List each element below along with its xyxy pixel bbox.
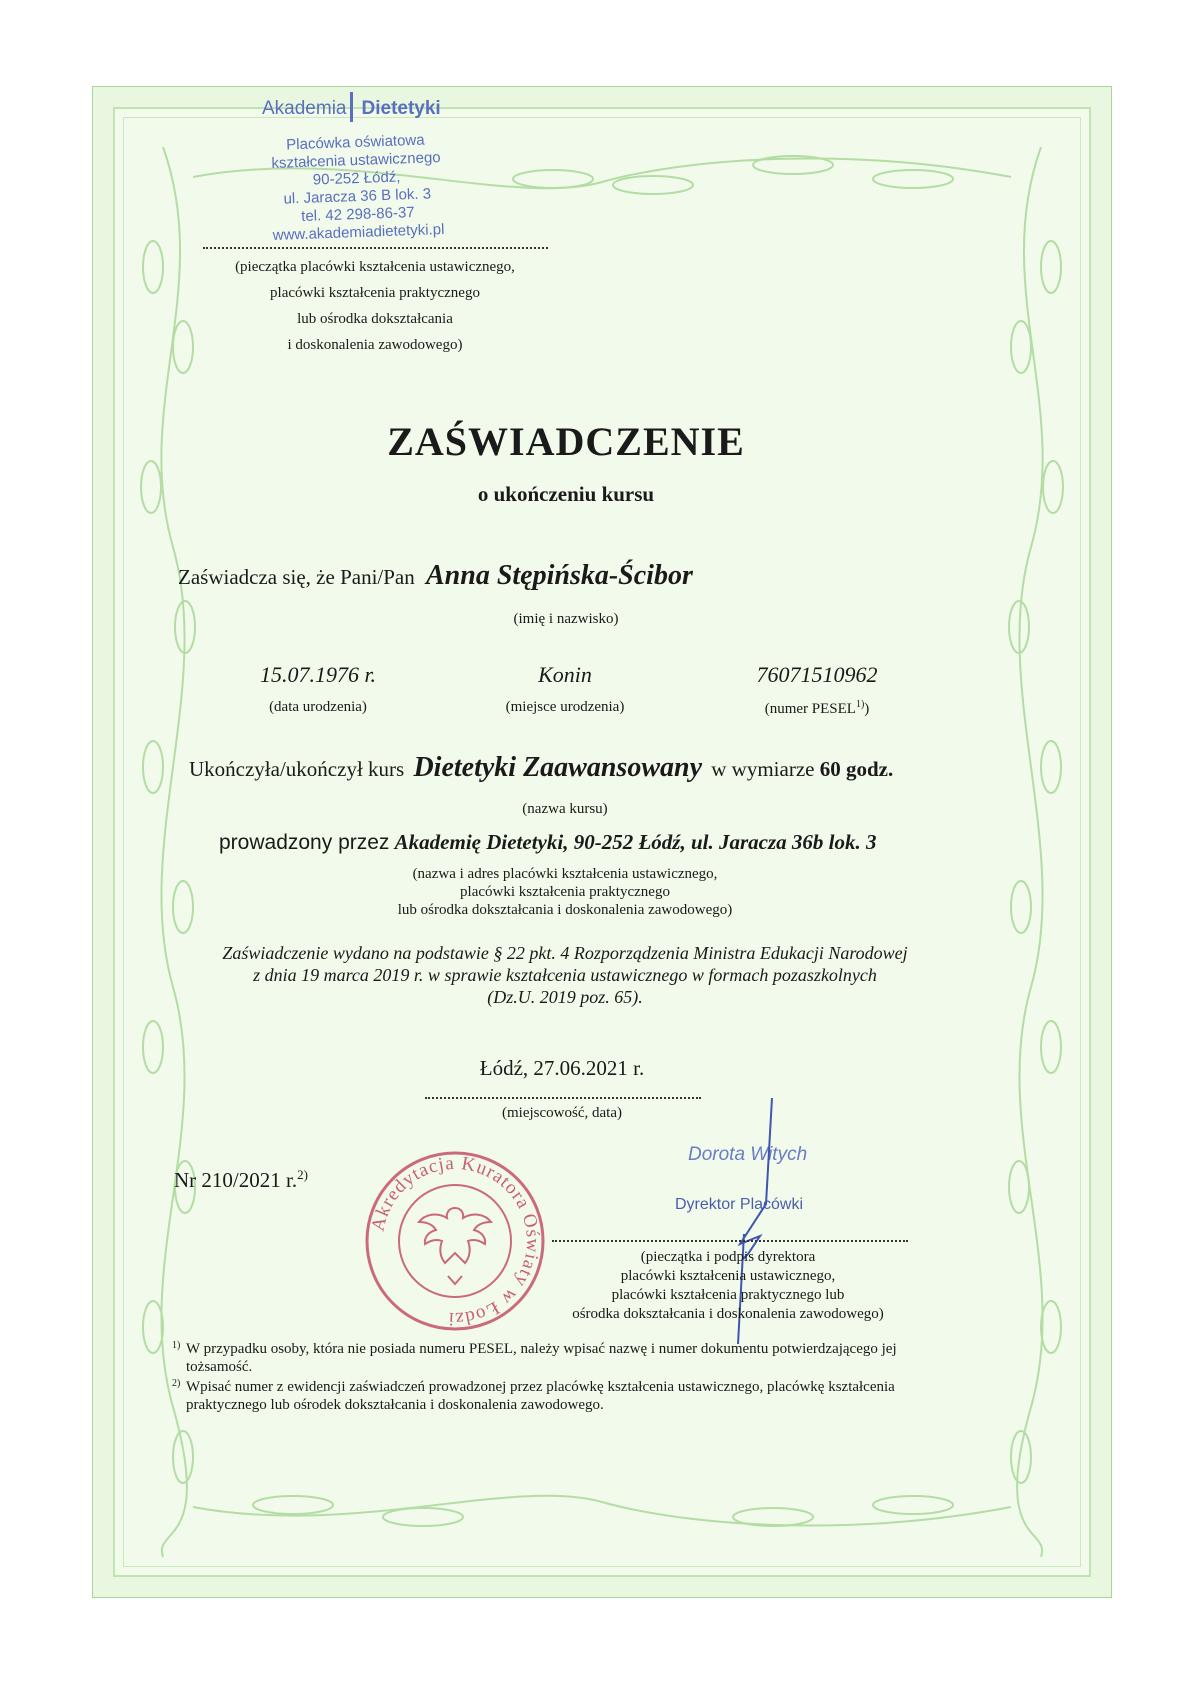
stamp-address xyxy=(230,130,484,247)
birth-place-caption: (miejsce urodzenia) xyxy=(505,699,625,715)
certificate-number xyxy=(174,1167,374,1193)
place-date-dotted-line xyxy=(425,1097,701,1099)
institution-caption xyxy=(365,865,765,919)
stamp-line: Placówka oświatowa xyxy=(285,131,425,154)
certificate-number-text: Nr 210/2021 r. xyxy=(174,1168,298,1192)
stamp-caption-line: lub ośrodka dokształcania xyxy=(297,311,453,327)
footnote-ref: 2) xyxy=(297,1167,308,1182)
logo-text-dietetyki: Dietetyki xyxy=(361,98,441,119)
stamp-line: kształcenia ustawicznego xyxy=(271,149,441,172)
certifies-line xyxy=(178,560,978,592)
stamp-line: www.akademiadietetyki.pl xyxy=(272,220,445,244)
signature-caption-line: placówki kształcenia ustawicznego, xyxy=(620,1268,836,1284)
conducted-line xyxy=(219,830,1019,855)
footnote-text: W przypadku osoby, która nie posiada numeru PESEL, należy wpisać nazwę i numer dokumentu potwierdzającego jej xyxy=(186,1341,897,1357)
completed-prefix: Ukończyła/ukończył kurs xyxy=(189,757,405,781)
document-title: ZAŚWIADCZENIE xyxy=(387,419,745,464)
footnote-text: Wpisać numer z ewidencji zaświadczeń prowadzonej przez placówkę kształcenia ustawicznego, placówkę kształcenia xyxy=(186,1379,895,1395)
stamp-logo xyxy=(262,92,482,122)
footnote-text-cont: praktycznego lub ośrodek dokształcania i doskonalenia zawodowego. xyxy=(186,1397,604,1413)
conducted-prefix: prowadzony przez xyxy=(219,831,390,854)
pesel-caption-text: (numer PESEL xyxy=(764,701,856,717)
pesel-caption xyxy=(712,699,922,718)
institution-caption-line: lub ośrodka dokształcania i doskonalenia zawodowego) xyxy=(397,902,733,918)
stamp-caption-line: (pieczątka placówki kształcenia ustawicznego, xyxy=(235,259,515,275)
place-date: Łódź, 27.06.2021 r. xyxy=(479,1056,645,1080)
document-subtitle: o ukończeniu kursu xyxy=(477,482,655,506)
legal-basis-line: z dnia 19 marca 2019 r. w sprawie kształcenia ustawicznego w formach pozaszkolnych xyxy=(253,965,877,985)
birth-date-caption: (data urodzenia) xyxy=(269,699,367,715)
footnote-ref: 1) xyxy=(855,699,865,710)
pesel-caption-end: ) xyxy=(864,701,870,717)
stamp-dotted-line xyxy=(203,247,548,249)
pesel-number: 76071510962 xyxy=(756,662,878,687)
institution-caption-line: (nazwa i adres placówki kształcenia ustawicznego, xyxy=(412,866,718,882)
place-date-caption: (miejscowość, data) xyxy=(502,1105,622,1121)
footnote-text-cont: tożsamość. xyxy=(186,1359,253,1375)
signature-caption-line: (pieczątka i podpis dyrektora xyxy=(640,1249,816,1265)
director-title: Dyrektor Placówki xyxy=(675,1196,804,1213)
course-hours: 60 godz. xyxy=(819,757,894,781)
stamp-caption xyxy=(200,254,550,358)
institution-caption-line: placówki kształcenia praktycznego xyxy=(460,884,670,900)
birth-place: Konin xyxy=(538,662,592,687)
accreditation-seal xyxy=(360,1146,550,1336)
person-name: Anna Stępińska-Ścibor xyxy=(426,560,693,591)
signature-caption xyxy=(565,1248,891,1324)
logo-mark-icon xyxy=(350,92,359,122)
stamp-line: ul. Jaracza 36 B lok. 3 xyxy=(283,185,432,208)
eagle-emblem-icon xyxy=(419,1208,491,1284)
footnote xyxy=(172,1378,962,1414)
seal-text: Akredytacja Kuratora Oświaty w Łodzi xyxy=(367,1152,544,1330)
footnote-mark: 2) xyxy=(172,1378,181,1389)
name-caption: (imię i nazwisko) xyxy=(513,611,619,627)
footnotes xyxy=(172,1340,962,1414)
hours-prefix: w wymiarze xyxy=(711,757,815,781)
stamp-caption-line: placówki kształcenia praktycznego xyxy=(270,285,480,301)
institution-name: Akademię Dietetyki, 90-252 Łódź, ul. Jaracza 36b lok. 3 xyxy=(394,830,877,854)
footnote xyxy=(172,1340,962,1376)
footnote-mark: 1) xyxy=(172,1340,181,1351)
stamp-line: 90-252 Łódź, xyxy=(312,168,401,189)
legal-basis-line: (Dz.U. 2019 poz. 65). xyxy=(487,987,643,1007)
signature-caption-line: placówki kształcenia praktycznego lub xyxy=(611,1287,845,1303)
stamp-caption-line: i doskonalenia zawodowego) xyxy=(287,337,463,353)
stamp-line: tel. 42 298-86-37 xyxy=(300,204,415,225)
certifies-prefix: Zaświadcza się, że Pani/Pan xyxy=(178,565,415,589)
birth-date: 15.07.1976 r. xyxy=(259,662,377,687)
signature-caption-line: ośrodka dokształcania i doskonalenia zawodowego) xyxy=(572,1306,884,1322)
course-caption: (nazwa kursu) xyxy=(522,801,608,817)
course-line xyxy=(189,752,989,784)
institution-stamp xyxy=(262,92,482,122)
legal-basis xyxy=(165,942,965,1008)
course-name: Dietetyki Zaawansowany xyxy=(413,752,702,783)
signature-dotted-line xyxy=(552,1240,908,1242)
legal-basis-line: Zaświadczenie wydano na podstawie § 22 pkt. 4 Rozporządzenia Ministra Edukacji Narodowej xyxy=(222,943,908,963)
logo-text-akademia: Akademia xyxy=(262,98,347,119)
director-name: Dorota Witych xyxy=(688,1144,808,1165)
